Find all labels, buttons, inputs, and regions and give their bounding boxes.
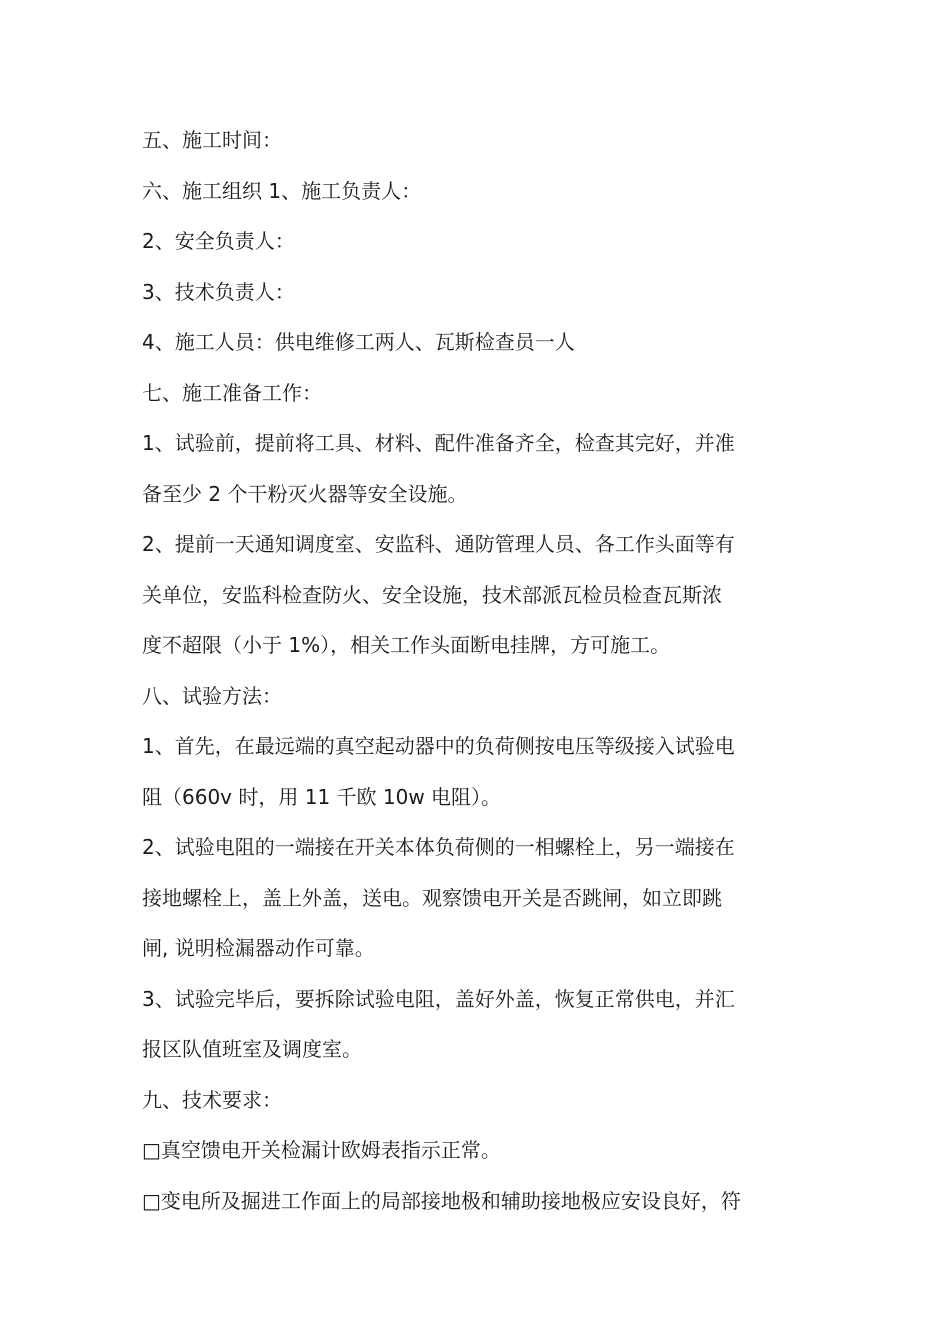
- section-heading-construction-organization: 六、施工组织 1、施工负责人：: [142, 178, 422, 203]
- paragraph-line: 2、试验电阻的一端接在开关本体负荷侧的一相螺栓上，另一端接在: [142, 835, 735, 859]
- paragraph-line: 2、提前一天通知调度室、安监科、通防管理人员、各工作头面等有: [142, 532, 735, 556]
- section-heading-construction-time: 五、施工时间：: [142, 128, 282, 152]
- section-heading-preparation: 七、施工准备工作：: [142, 380, 322, 405]
- section-heading-test-method: 八、试验方法：: [142, 683, 282, 708]
- paragraph-line: 4、施工人员：供电维修工两人、瓦斯检查员一人: [142, 330, 575, 354]
- paragraph-line: 1、首先，在最远端的真空起动器中的负荷侧按电压等级接入试验电: [142, 734, 735, 758]
- bullet-item: □真空馈电开关检漏计欧姆表指示正常。: [142, 1138, 501, 1162]
- paragraph-line: 阻（660v 时，用 11 千欧 10w 电阻）。: [142, 784, 502, 809]
- section-heading-technical-requirements: 九、技术要求：: [142, 1087, 282, 1112]
- paragraph-line: 度不超限（小于 1%），相关工作头面断电挂牌，方可施工。: [142, 633, 671, 657]
- paragraph-line: 备至少 2 个干粉灭火器等安全设施。: [142, 481, 468, 506]
- paragraph-line: 1、试验前，提前将工具、材料、配件准备齐全，检查其完好，并准: [142, 431, 735, 455]
- paragraph-line: 2、安全负责人：: [142, 229, 295, 253]
- paragraph-line: 闸, 说明检漏器动作可靠。: [142, 936, 375, 960]
- document-body: [142, 115, 806, 1226]
- paragraph-line: 3、技术负责人：: [142, 279, 295, 304]
- paragraph-line: 关单位，安监科检查防火、安全设施，技术部派瓦检员检查瓦斯浓: [142, 582, 722, 607]
- bullet-item: □变电所及掘进工作面上的局部接地极和辅助接地极应安设良好，符: [142, 1188, 741, 1213]
- paragraph-line: 3、试验完毕后，要拆除试验电阻，盖好外盖，恢复正常供电，并汇: [142, 986, 735, 1011]
- paragraph-line: 报区队值班室及调度室。: [142, 1037, 362, 1061]
- paragraph-line: 接地螺栓上，盖上外盖，送电。观察馈电开关是否跳闸，如立即跳: [142, 885, 722, 910]
